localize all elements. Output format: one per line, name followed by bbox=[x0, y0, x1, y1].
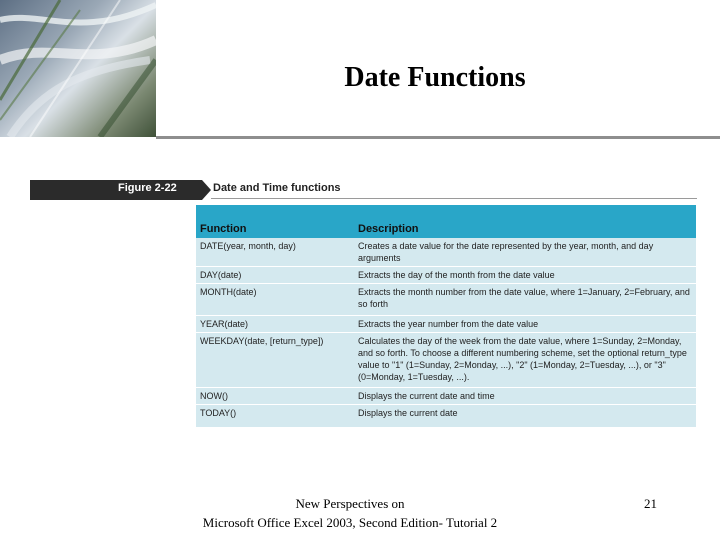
footer-text bbox=[150, 494, 550, 532]
table-row bbox=[196, 333, 696, 388]
row-function: DATE(year, month, day) bbox=[200, 241, 296, 251]
row-function: MONTH(date) bbox=[200, 287, 257, 297]
header-description: Description bbox=[358, 223, 419, 235]
page-title: Date Functions bbox=[344, 62, 526, 93]
row-function: NOW() bbox=[200, 391, 228, 401]
functions-table bbox=[196, 205, 696, 427]
row-description: Displays the current date bbox=[358, 408, 458, 418]
footer-line-1: New Perspectives on bbox=[295, 496, 405, 511]
table-row bbox=[196, 316, 696, 333]
row-description: Creates a date value for the date represented by the year, month, and day arguments bbox=[358, 241, 654, 263]
table-row bbox=[196, 388, 696, 405]
header-function: Function bbox=[200, 223, 247, 235]
footer-line-2: Microsoft Office Excel 2003, Second Edition- Tutorial 2 bbox=[202, 515, 498, 530]
figure-rule bbox=[211, 198, 697, 199]
figure-label: Figure 2-22 bbox=[118, 182, 177, 194]
table-row bbox=[196, 238, 696, 267]
header-divider bbox=[156, 136, 720, 139]
row-description: Extracts the day of the month from the date value bbox=[358, 270, 555, 280]
corner-architecture-image bbox=[0, 0, 156, 137]
page-number: 21 bbox=[644, 496, 657, 511]
figure-caption-bar bbox=[30, 180, 697, 200]
row-function: WEEKDAY(date, [return_type]) bbox=[200, 336, 324, 346]
figure-arrow bbox=[202, 180, 211, 200]
row-description: Calculates the day of the week from the date value, where 1=Sunday, 2=Monday, and so forth. To choose a different numbering scheme, set the optional return_type value to "1" (1=Sunday, 2=Monday, ...), "2" (1=Monday, 2=Tuesday, ...), or "3" (0=Monday, 1=Tuesday, ...). bbox=[358, 336, 687, 382]
figure-caption: Date and Time functions bbox=[213, 182, 341, 194]
table-header bbox=[196, 205, 696, 238]
row-function: DAY(date) bbox=[200, 270, 242, 280]
figure-label-box bbox=[30, 180, 202, 200]
row-description: Displays the current date and time bbox=[358, 391, 495, 401]
table-row bbox=[196, 284, 696, 316]
row-description: Extracts the month number from the date value, where 1=January, 2=February, and so forth bbox=[358, 287, 690, 309]
row-description: Extracts the year number from the date value bbox=[358, 319, 539, 329]
table-row bbox=[196, 405, 696, 421]
row-function: YEAR(date) bbox=[200, 319, 249, 329]
row-function: TODAY() bbox=[200, 408, 237, 418]
table-row bbox=[196, 267, 696, 284]
